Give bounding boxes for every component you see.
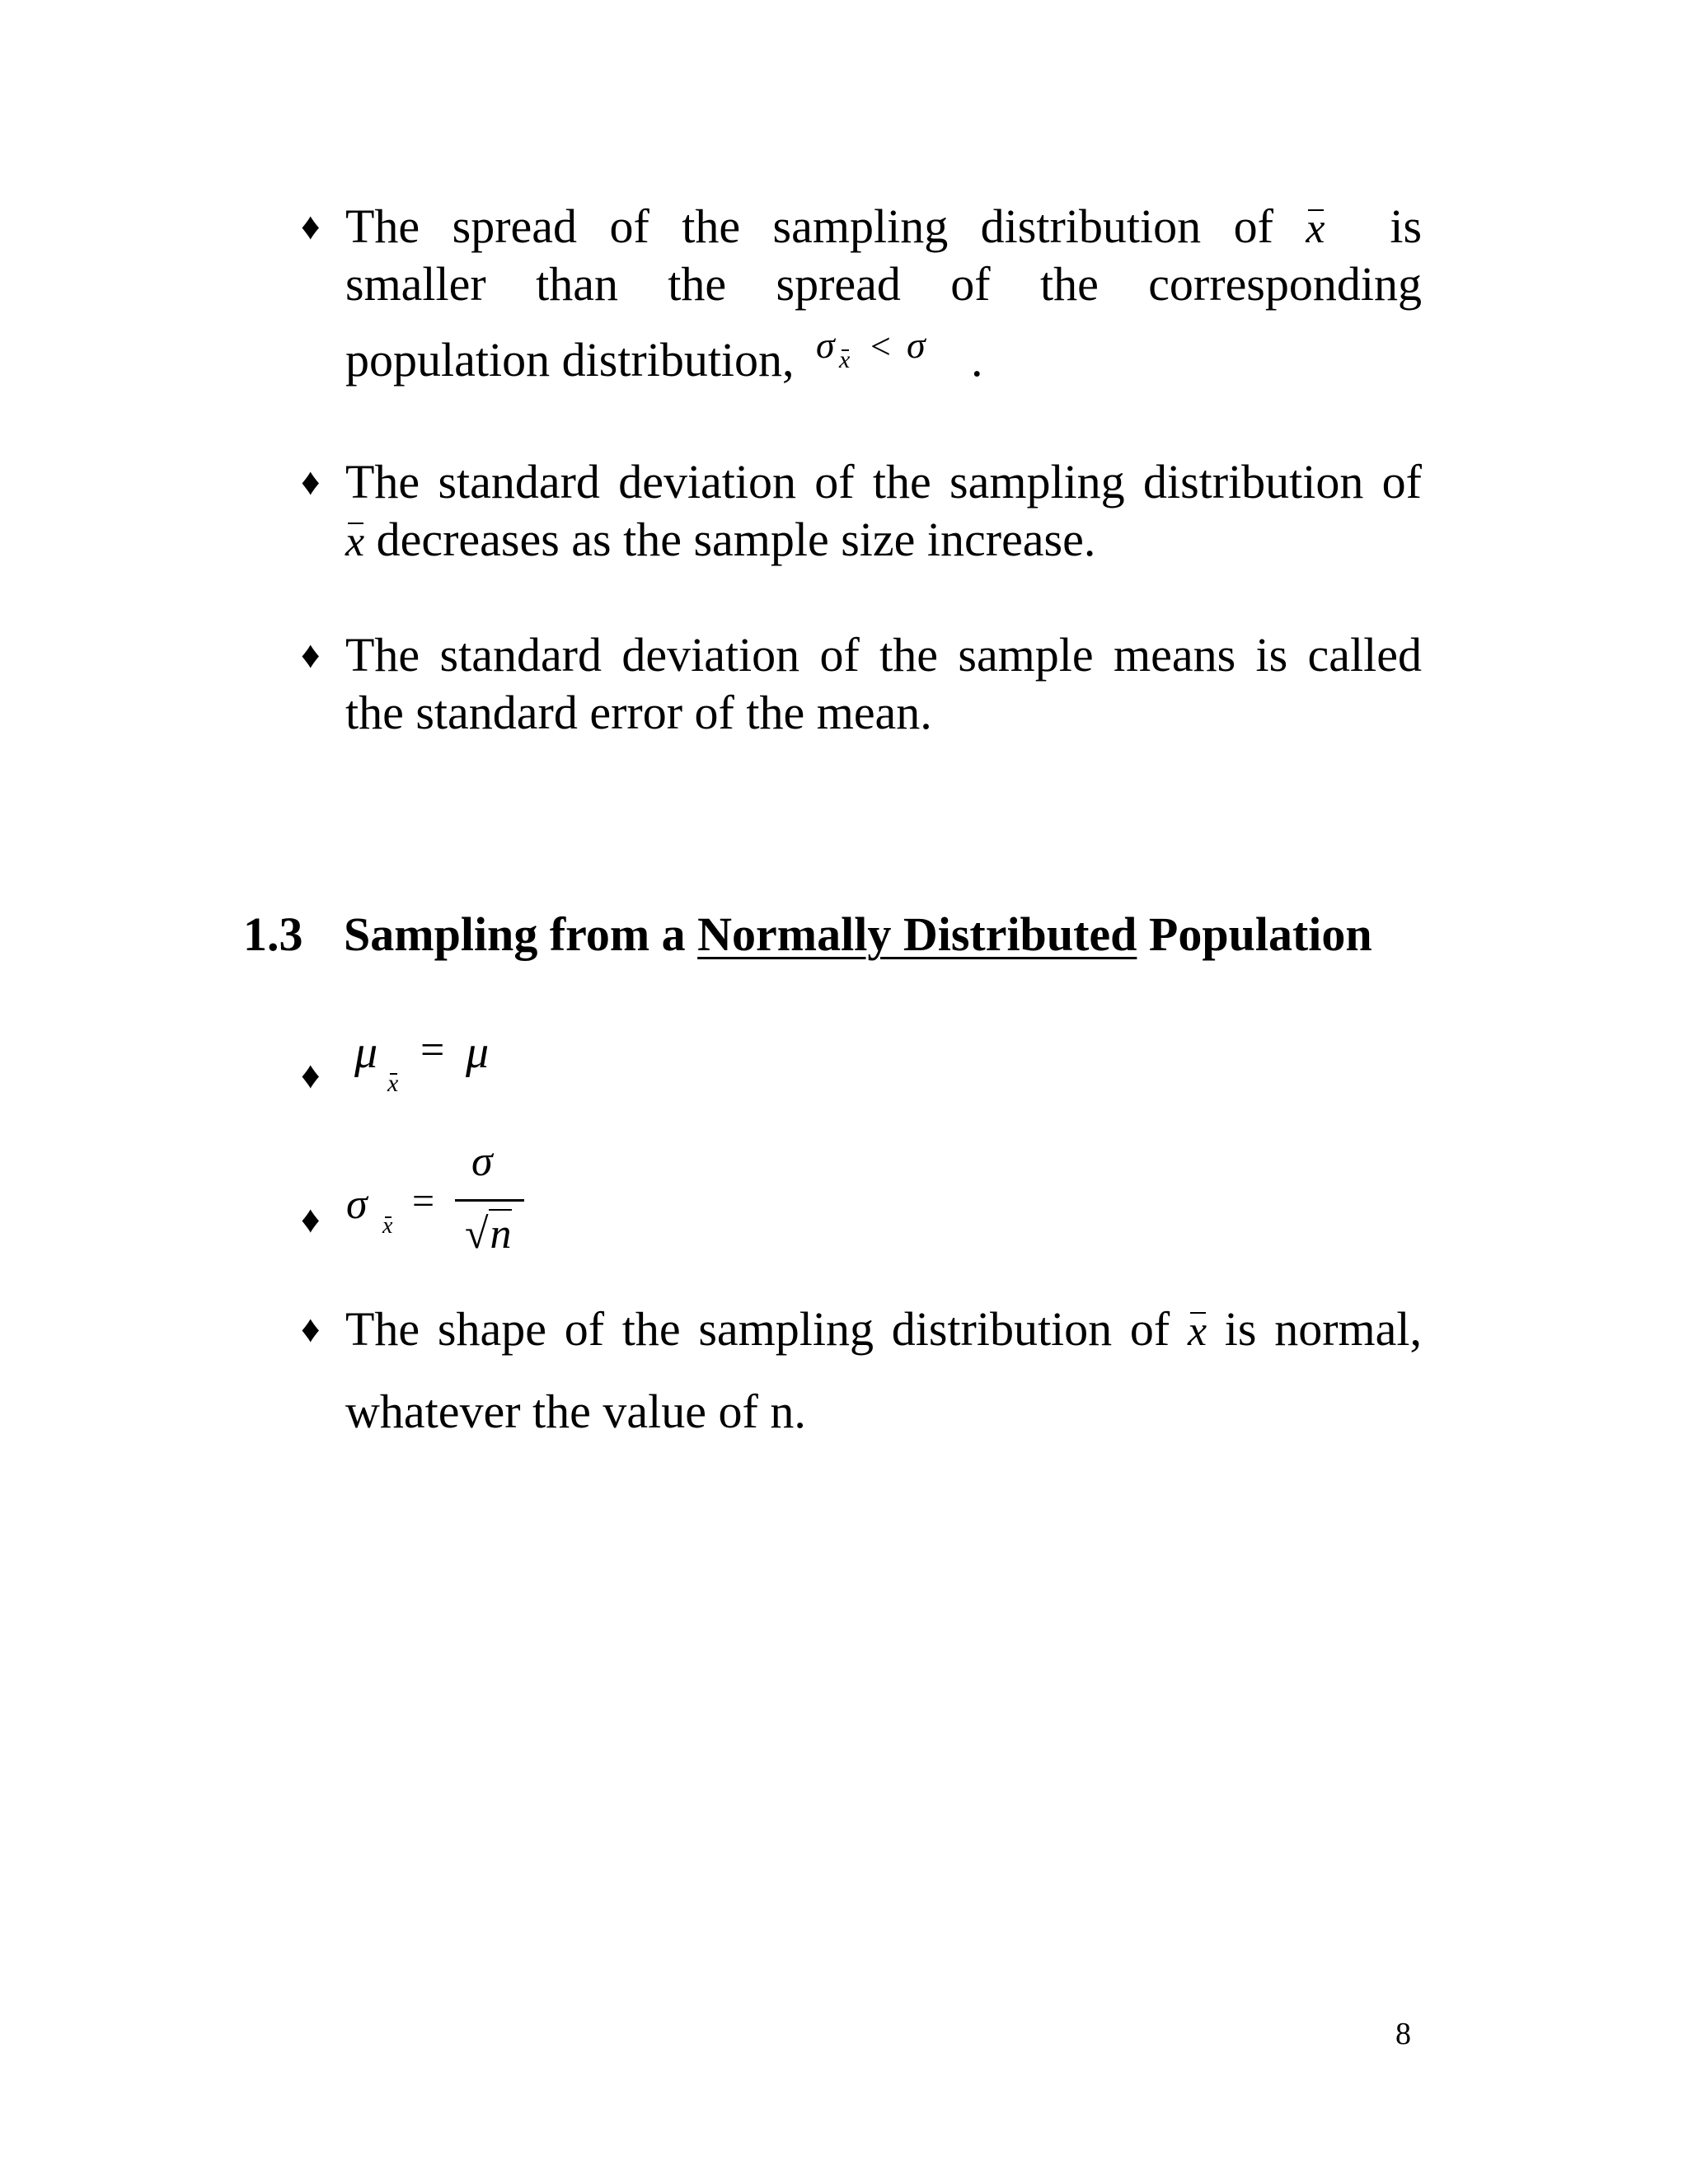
diamond-bullet-icon: ♦: [301, 1198, 321, 1240]
bullet-standard-error-line1: The standard deviation of the sample means is called: [345, 628, 1422, 682]
diamond-bullet-icon: ♦: [301, 1054, 321, 1096]
fraction-bar: [455, 1199, 524, 1202]
fraction-numerator: σ: [471, 1138, 493, 1185]
diamond-bullet-icon: ♦: [301, 1308, 321, 1350]
x-bar-symbol: x: [345, 518, 365, 565]
bullet-std-dev-decreases: [301, 453, 1422, 569]
x-bar-symbol: x: [1306, 205, 1325, 252]
sigma-inequality-formula: σ x < σ: [816, 324, 926, 373]
mean-formula: μ x = μ: [354, 1027, 490, 1097]
bullet-shape-normal: [301, 1301, 1422, 1441]
bullet-standard-error: [301, 626, 1422, 742]
diamond-bullet-icon: ♦: [301, 461, 321, 503]
bullet-spread-line1: The spread of the sampling distribution of x is: [345, 199, 1423, 253]
section-heading: 1.3 Sampling from a Normally Distributed Population: [243, 907, 1372, 961]
bullet-std-dev-line2: x decreases as the sample size increase.: [345, 513, 1096, 566]
bullet-shape-line1: The shape of the sampling distribution of x is normal,: [345, 1302, 1422, 1356]
bullet-spread-line2: smaller than the spread of the corresponding: [345, 257, 1422, 311]
sd-formula: σ x = σ √n: [346, 1137, 593, 1277]
heading-underlined-text: Normally Distributed: [697, 907, 1137, 961]
bullet-std-dev-line1: The standard deviation of the sampling distribution of: [345, 455, 1422, 509]
section-number: 1.3: [243, 907, 303, 961]
bullet-shape-line2: whatever the value of n.: [345, 1385, 806, 1438]
diamond-bullet-icon: ♦: [301, 634, 321, 676]
diamond-bullet-icon: ♦: [301, 205, 321, 247]
page-number: 8: [1395, 2017, 1411, 2051]
bullet-spread: [301, 198, 1422, 389]
bullet-spread-line3: population distribution, σ x < σ .: [345, 324, 983, 387]
bullet-standard-error-line2: the standard error of the mean.: [345, 686, 932, 739]
x-bar-symbol: x: [1187, 1308, 1207, 1355]
fraction-denominator: √n: [465, 1211, 512, 1258]
